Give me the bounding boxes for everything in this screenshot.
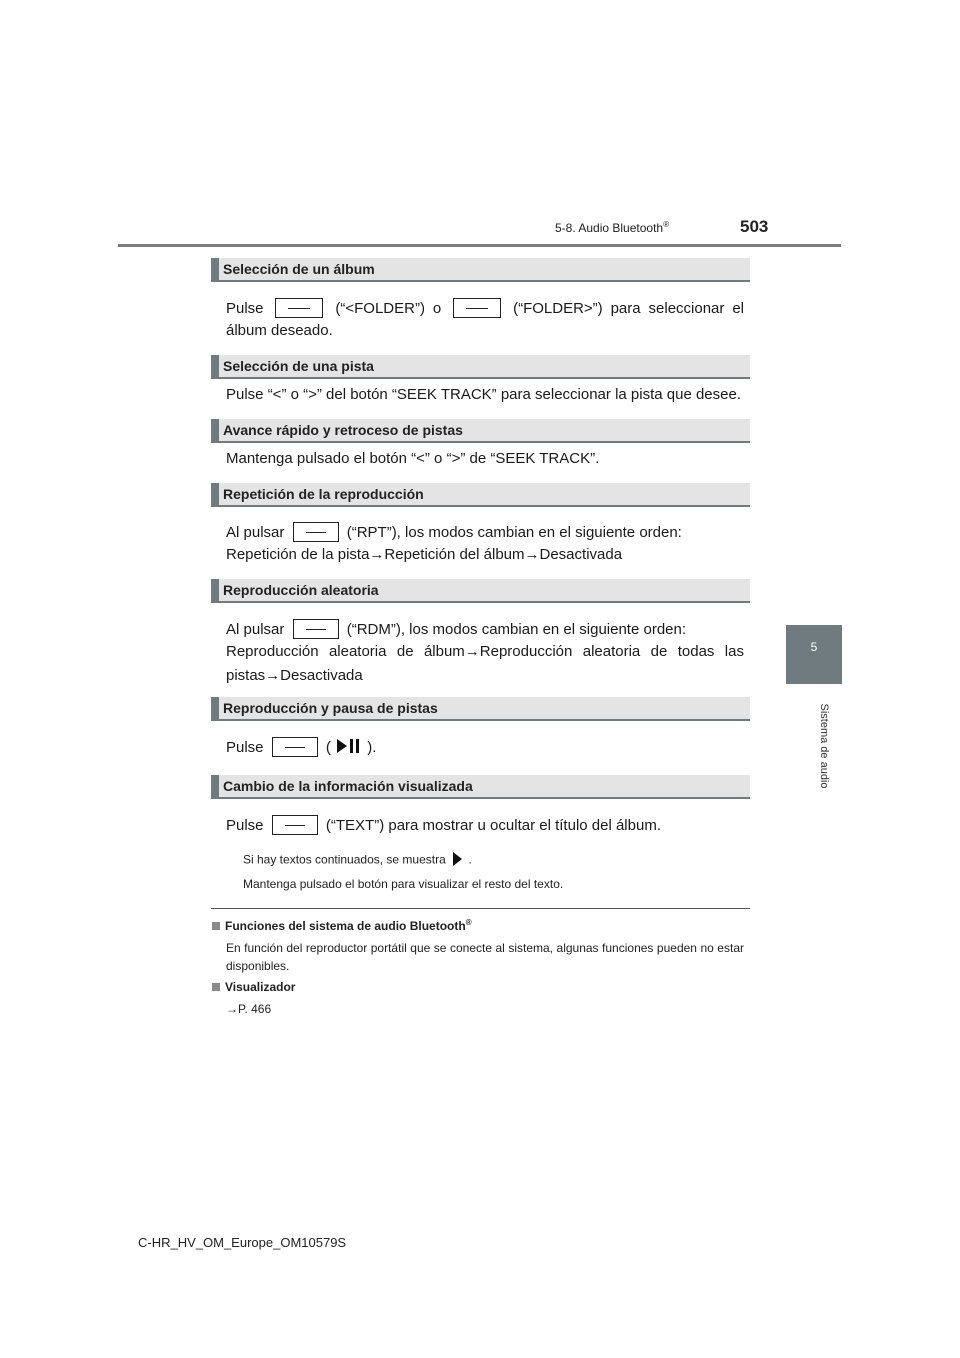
album-line-2: álbum deseado. (226, 322, 333, 339)
note-title-functions: Funciones del sistema de audio Bluetooth® (212, 918, 472, 933)
note-title-display: Visualizador (212, 980, 295, 994)
rpt-button-symbol (293, 522, 339, 542)
play-pause-icon (335, 737, 363, 759)
info-small-1: Si hay textos continuados, se muestra . (243, 850, 472, 871)
text-button-symbol (272, 815, 318, 835)
info-line: Pulse (“TEXT”) para mostrar u ocultar el título del álbum. (226, 817, 661, 834)
notes-separator (211, 908, 750, 909)
right-triangle-icon (449, 850, 465, 871)
section-header-repeat: Repetición de la reproducción (211, 483, 750, 507)
track-text: Pulse “<” o “>” del botón “SEEK TRACK” para seleccionar la pista que desee. (226, 386, 741, 403)
repeat-line-1: Al pulsar (“RPT”), los modos cambian en el siguiente orden: (226, 524, 682, 541)
chapter-tab (786, 625, 842, 684)
section-header-track: Selección de una pista (211, 355, 750, 379)
section-header-play: Reproducción y pausa de pistas (211, 697, 750, 721)
album-line-1: Pulse (“<FOLDER”) o (“FOLDER>”) para seleccionar el (226, 300, 744, 317)
random-line-3: pistas→Desactivada (226, 667, 363, 684)
play-line: Pulse ( ). (226, 737, 376, 759)
header-rule (118, 244, 841, 247)
repeat-line-2: Repetición de la pista→Repetición del álbum→Desactivada (226, 546, 623, 563)
random-line-2: Reproducción aleatoria de álbum→Reproducción aleatoria de todas las (226, 643, 744, 660)
info-small-2: Mantenga pulsado el botón para visualizar el resto del texto. (243, 877, 564, 891)
square-bullet-icon (212, 922, 220, 930)
running-header: 5-8. Audio Bluetooth® (555, 220, 669, 235)
chapter-number: 5 (810, 640, 818, 654)
random-line-1: Al pulsar (“RDM”), los modos cambian en el siguiente orden: (226, 621, 687, 638)
play-button-symbol (272, 737, 318, 757)
page-number: 503 (740, 217, 769, 236)
document-footer: C-HR_HV_OM_Europe_OM10579S (138, 1235, 347, 1250)
section-header-random: Reproducción aleatoria (211, 579, 750, 603)
rdm-button-symbol (293, 619, 339, 639)
section-header-seek: Avance rápido y retroceso de pistas (211, 419, 750, 443)
note-ref-display: →P. 466 (226, 1002, 272, 1016)
section-header-album: Selección de un álbum (211, 258, 750, 282)
folder-up-button-symbol (453, 298, 501, 318)
square-bullet-icon (212, 983, 220, 991)
seek-text: Mantenga pulsado el botón “<” o “>” de “SEEK TRACK”. (226, 450, 600, 467)
folder-down-button-symbol (275, 298, 323, 318)
note-text-functions: En función del reproductor portátil que se conecte al sistema, algunas funciones pueden no estar disponibles. (226, 941, 744, 973)
section-header-info: Cambio de la información visualizada (211, 775, 750, 799)
chapter-label: Sistema de audio (818, 703, 830, 789)
